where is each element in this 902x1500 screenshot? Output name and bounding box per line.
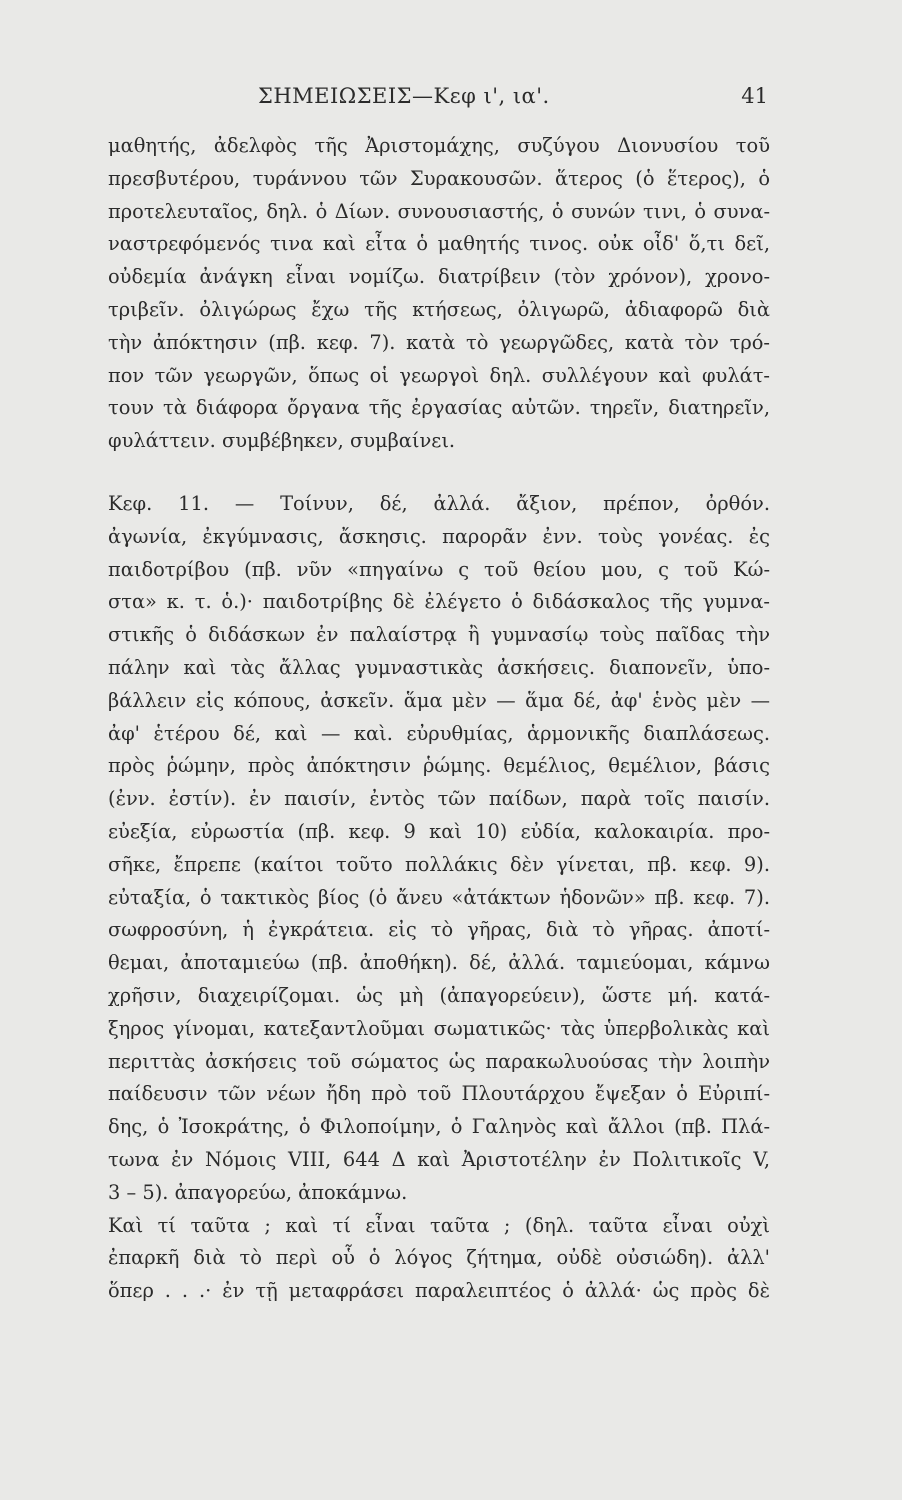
text-line: πρὸς ῥώμην, πρὸς ἀπόκτησιν ῥώμης. θεμέλιος, θεμέλιον, βάσις	[108, 754, 770, 778]
text-line: προτελευταῖος, δηλ. ὁ Δίων. συνουσιαστής, ὁ συνών τινι, ὁ συνα-	[108, 199, 770, 223]
text-line: παίδευσιν τῶν νέων ἤδη πρὸ τοῦ Πλουτάρχου ἔψεξαν ὁ Εὐριπί-	[108, 1082, 770, 1106]
text-line: τριβεῖν. ὀλιγώρως ἔχω τῆς κτήσεως, ὀλιγωρῶ, ἀδιαφορῶ διὰ	[108, 297, 770, 321]
text-line: σῆκε, ἔπρεπε (καίτοι τοῦτο πολλάκις δὲν γίνεται, πβ. κεφ. 9).	[108, 852, 770, 876]
text-line: χρῆσιν, διαχειρίζομαι. ὡς μὴ (ἀπαγορεύειν), ὥστε μή. κατά-	[108, 983, 770, 1007]
text-line: στα» κ. τ. ὁ.)· παιδοτρίβης δὲ ἐλέγετο ὁ διδάσκαλος τῆς γυμνα-	[108, 590, 770, 614]
text-line: μαθητής, ἀδελφὸς τῆς Ἀριστομάχης, συζύγου Διονυσίου τοῦ	[108, 134, 770, 157]
text-line: εὐεξία, εὐρωστία (πβ. κεφ. 9 καὶ 10) εὐδία, καλοκαιρία. προ-	[108, 819, 770, 843]
paragraph-gap	[108, 458, 770, 488]
text-line: πρεσβυτέρου, τυράννου τῶν Συρακουσῶν. ἅτερος (ὁ ἕτερος), ὁ	[108, 166, 770, 190]
text-line: πάλην καὶ τὰς ἄλλας γυμναστικὰς ἀσκήσεις. διαπονεῖν, ὑπο-	[108, 655, 770, 679]
text-line: ὅπερ . . .· ἐν τῇ μεταφράσει παραλειπτέος ὁ ἀλλά· ὡς πρὸς δὲ	[108, 1279, 770, 1303]
text-line: (ἐνν. ἐστίν). ἐν παισίν, ἐντὸς τῶν παίδων, παρὰ τοῖς παισίν.	[108, 787, 770, 811]
paragraph-notes-chapter-10	[108, 130, 770, 458]
text-line: οὐδεμία ἀνάγκη εἶναι νομίζω. διατρίβειν (τὸν χρόνον), χρονο-	[108, 265, 770, 289]
text-line: ἐπαρκῆ διὰ τὸ περὶ οὗ ὁ λόγος ζήτημα, οὐδὲ οὐσιώδη). ἀλλ'	[108, 1246, 770, 1270]
text-line: τουν τὰ διάφορα ὄργανα τῆς ἐργασίας αὐτῶν. τηρεῖν, διατηρεῖν,	[108, 396, 770, 420]
text-line: τωνα ἐν Νόμοις VIII, 644 Δ καὶ Ἀριστοτέλην ἐν Πολιτικοῖς V,	[108, 1147, 770, 1171]
text-line: ἀφ' ἑτέρου δέ, καὶ — καὶ. εὐρυθμίας, ἁρμονικῆς διαπλάσεως.	[108, 721, 770, 745]
text-line: στικῆς ὁ διδάσκων ἐν παλαίστρᾳ ἢ γυμνασίῳ τοὺς παῖδας τὴν	[108, 623, 770, 647]
text-line: 3 – 5). ἀπαγορεύω, ἀποκάμνω.	[108, 1180, 408, 1204]
text-line: παιδοτρίβου (πβ. νῦν «πηγαίνω ς τοῦ θείου μου, ς τοῦ Κώ-	[108, 557, 770, 581]
text-line: σωφροσύνη, ἡ ἐγκράτεια. εἰς τὸ γῆρας, διὰ τὸ γῆρας. ἀποτί-	[108, 918, 770, 942]
body-text	[108, 130, 770, 1308]
text-line: ἀγωνία, ἐκγύμνασις, ἄσκησις. παρορᾶν ἐνν. τοὺς γονέας. ἐς	[108, 524, 770, 548]
text-line: Κεφ. 11. — Τοίνυν, δέ, ἀλλά. ἄξιον, πρέπον, ὀρθόν.	[108, 491, 770, 515]
text-line: ναστρεφόμενός τινα καὶ εἶτα ὁ μαθητής τινος. οὐκ οἶδ' ὅ,τι δεῖ,	[108, 232, 770, 256]
text-line: ξηρος γίνομαι, κατεξαντλοῦμαι σωματικῶς· τὰς ὑπερβολικὰς καὶ	[108, 1016, 770, 1040]
paragraph-kai-ti-tauta	[108, 1210, 770, 1308]
page-number: 41	[741, 84, 768, 108]
text-line: εὐταξία, ὁ τακτικὸς βίος (ὁ ἄνευ «ἀτάκτων ἡδονῶν» πβ. κεφ. 7).	[108, 885, 770, 909]
text-line: βάλλειν εἰς κόπους, ἀσκεῖν. ἅμα μὲν — ἅμα δέ, ἀφ' ἑνὸς μὲν —	[108, 688, 770, 712]
text-line: περιττὰς ἀσκήσεις τοῦ σώματος ὡς παρακωλυούσας τὴν λοιπὴν	[108, 1049, 770, 1073]
text-line: τὴν ἀπόκτησιν (πβ. κεφ. 7). κατὰ τὸ γεωργῶδες, κατὰ τὸν τρό-	[108, 330, 770, 354]
paragraph-notes-chapter-11	[108, 488, 770, 1210]
text-line: θεμαι, ἀποταμιεύω (πβ. ἀποθήκη). δέ, ἀλλά. ταμιεύομαι, κάμνω	[108, 951, 770, 975]
text-line: φυλάττειν. συμβέβηκεν, συμβαίνει.	[108, 429, 456, 453]
running-head: ΣΗΜΕΙΩΣΕΙΣ—Κεφ ι', ια'.	[258, 84, 550, 108]
text-line: πον τῶν γεωργῶν, ὅπως οἱ γεωργοὶ δηλ. συλλέγουν καὶ φυλάτ-	[108, 363, 770, 387]
text-line: δης, ὁ Ἰσοκράτης, ὁ Φιλοποίμην, ὁ Γαληνὸς καὶ ἄλλοι (πβ. Πλά-	[108, 1115, 770, 1139]
text-line: Καὶ τί ταῦτα ; καὶ τί εἶναι ταῦτα ; (δηλ. ταῦτα εἶναι οὐχὶ	[108, 1213, 770, 1237]
page-header	[108, 84, 768, 114]
